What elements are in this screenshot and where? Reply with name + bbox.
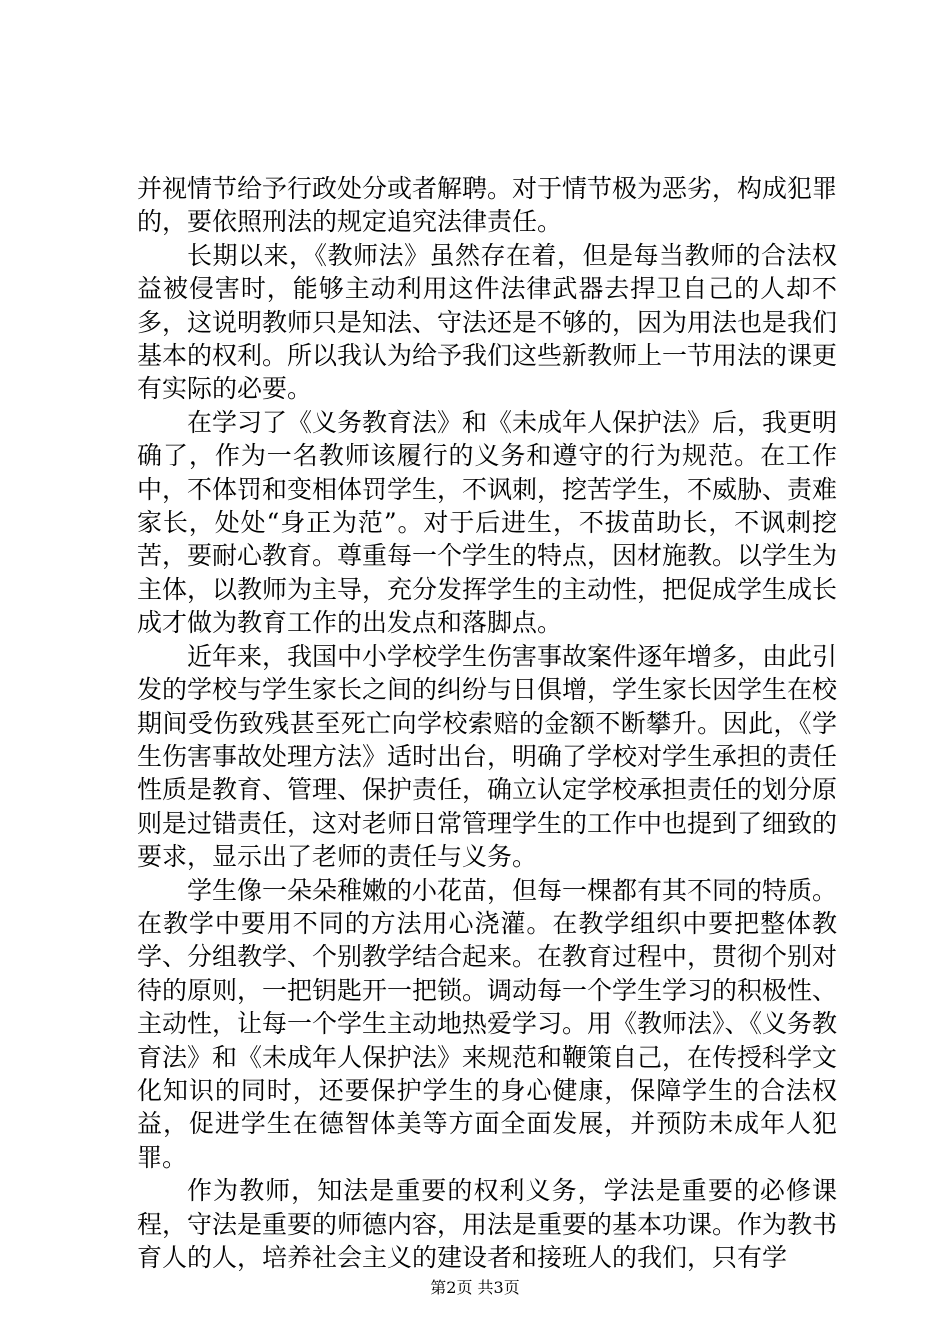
paragraph-1: 并视情节给予行政处分或者解聘。对于情节极为恶劣，构成犯罪的，要依照刑法的规定追究法律责任。 <box>137 174 838 237</box>
paragraph-2: 长期以来，《教师法》虽然存在着，但是每当教师的合法权益被侵害时，能够主动利用这件法律武器去捍卫自己的人却不多，这说明教师只是知法、守法还是不够的，因为用法也是我们基本的权利。所以我认为给予我们这些新教师上一节用法的课更有实际的必要。 <box>137 240 838 404</box>
page-number-footer: 第2页 共3页 <box>430 1278 520 1297</box>
paragraph-5: 学生像一朵朵稚嫩的小花苗，但每一棵都有其不同的特质。在教学中要用不同的方法用心浇灌。在教学组织中要把整体教学、分组教学、个别教学结合起来。在教育过程中，贯彻个别对待的原则，一把钥匙开一把锁。调动每一个学生学习的积极性、主动性，让每一个学生主动地热爱学习。用《教师法》、《义务教育法》和《未成年人保护法》来规范和鞭策自己，在传授科学文化知识的同时，还要保护学生的身心健康，保障学生的合法权益，促进学生在德智体美等方面全面发展，并预防未成年人犯罪。 <box>137 875 838 1172</box>
paragraph-6: 作为教师，知法是重要的权利义务，学法是重要的必修课程，守法是重要的师德内容，用法是重要的基本功课。作为教书育人的人，培养社会主义的建设者和接班人的我们，只有学 <box>137 1176 838 1272</box>
document-body <box>137 172 837 1274</box>
paragraph-3: 在学习了《义务教育法》和《未成年人保护法》后，我更明确了，作为一名教师该履行的义务和遵守的行为规范。在工作中，不体罚和变相体罚学生，不讽刺，挖苦学生，不威胁、责难家长，处处“身正为范”。对于后进生，不拔苗助长，不讽刺挖苦，要耐心教育。尊重每一个学生的特点，因材施教。以学生为主体，以教师为主导，充分发挥学生的主动性，把促成学生成长成才做为教育工作的出发点和落脚点。 <box>137 407 838 638</box>
paragraph-4: 近年来，我国中小学校学生伤害事故案件逐年增多，由此引发的学校与学生家长之间的纠纷与日俱增，学生家长因学生在校期间受伤致残甚至死亡向学校索赔的金额不断攀升。因此，《学生伤害事故处理方法》适时出台，明确了学校对学生承担的责任性质是教育、管理、保护责任，确立认定学校承担责任的划分原则是过错责任，这对老师日常管理学生的工作中也提到了细致的要求，显示出了老师的责任与义务。 <box>137 641 838 872</box>
